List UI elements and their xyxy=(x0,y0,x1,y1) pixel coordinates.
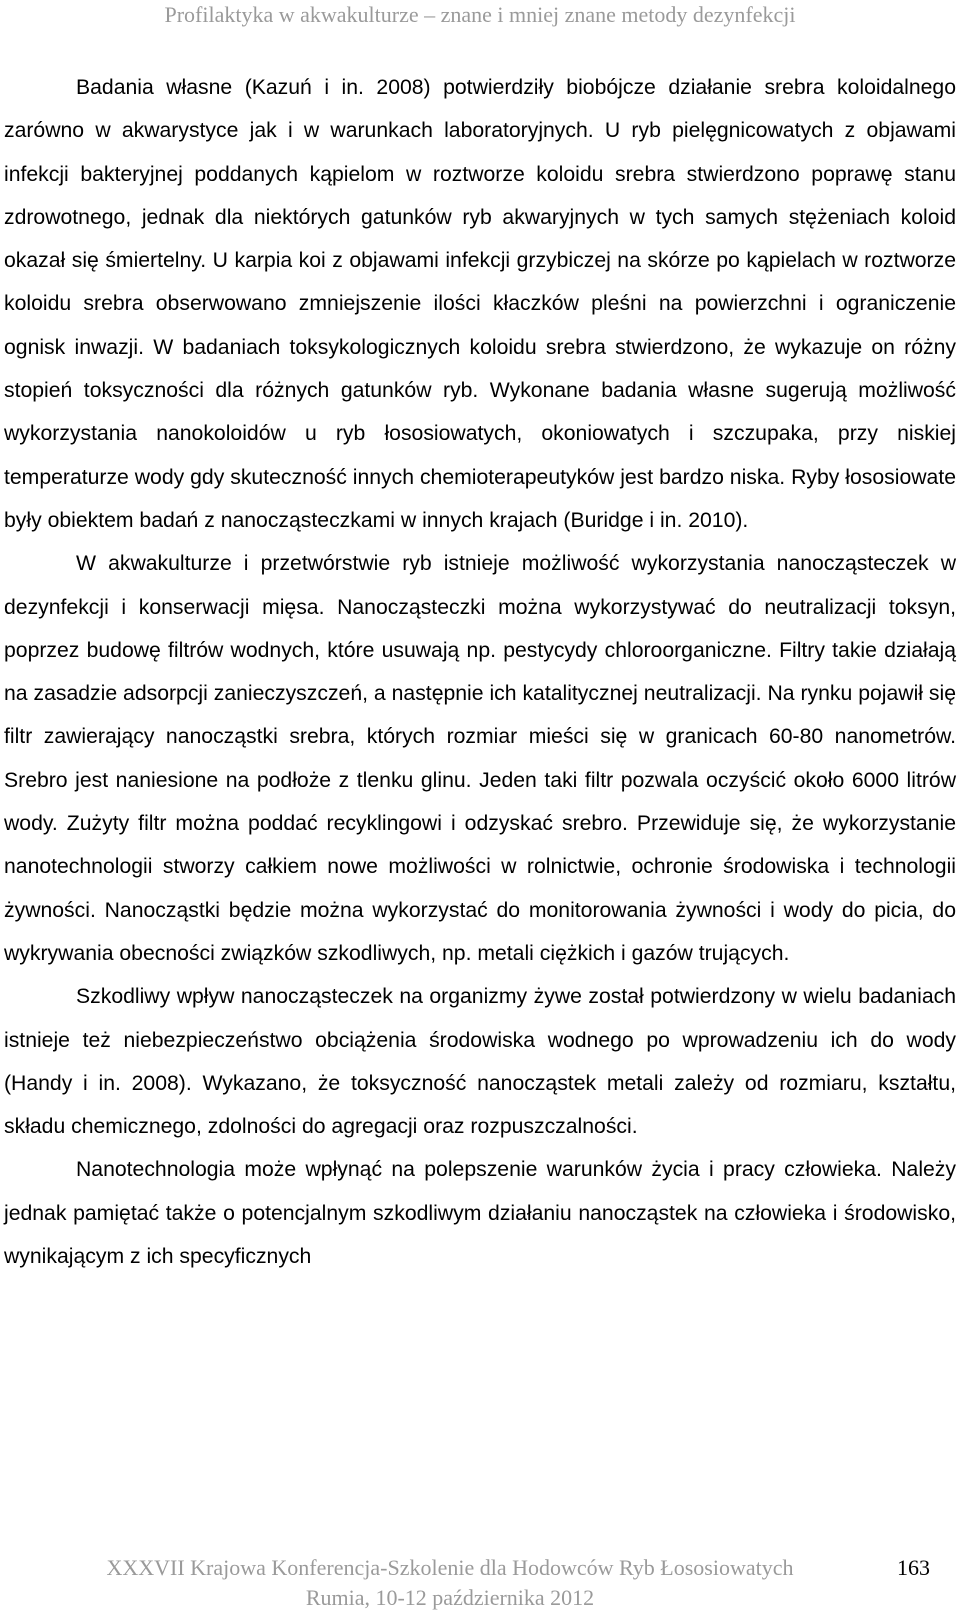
page-number: 163 xyxy=(897,1555,930,1580)
running-header: Profilaktyka w akwakulturze – znane i mniej znane metody dezynfekcji xyxy=(164,2,796,27)
paragraph-3: Szkodliwy wpływ nanocząsteczek na organizmy żywe został potwierdzony w wielu badaniach istnieje też niebezpieczeństwo obciążenia środowiska wodnego po wprowadzeniu ich do wody (Handy i in. 2008). Wykazano, że toksyczność nanocząstek metali zależy od rozmiaru, kształtu, składu chemicznego, zdolności do agregacji oraz rozpuszczalności. xyxy=(4,985,956,1139)
footer-place-date: Rumia, 10-12 października 2012 xyxy=(305,1585,595,1610)
paragraph-2: W akwakulturze i przetwórstwie ryb istnieje możliwość wykorzystania nanocząsteczek w dezynfekcji i konserwacji mięsa. Nanocząsteczki można wykorzystywać do neutralizacji toksyn, poprzez budowę filtrów wodnych, które usuwają np. pestycydy chloroorganiczne. Filtry takie działają na zasadzie adsorpcji zanieczyszczeń, a następnie ich katalitycznej neutralizacji. Na rynku pojawił się filtr zawierający nanocząstki srebra, których rozmiar mieści się w granicach 60-80 nanometrów. Srebro jest naniesione na podłoże z tlenku glinu. Jeden taki filtr pozwala oczyścić około 6000 litrów wody. Zużyty filtr można poddać recyklingowi i odzyskać srebro. Przewiduje się, że wykorzystanie nanotechnologii stworzy całkiem nowe możliwości w rolnictwie, ochronie środowiska i technologii żywności. Nanocząstki będzie można wykorzystać do monitorowania żywności i wody do picia, do wykrywania obecności związków szkodliwych, np. metali ciężkich i gazów trujących. xyxy=(4,552,956,965)
body-text xyxy=(4,66,956,1278)
paragraph-4: Nanotechnologia może wpłynąć na polepszenie warunków życia i pracy człowieka. Należy jednak pamiętać także o potencjalnym szkodliwym działaniu nanocząstek na człowieka i środowisko, wynikającym z ich specyficznych xyxy=(4,1158,956,1269)
paragraph-1: Badania własne (Kazuń i in. 2008) potwierdziły biobójcze działanie srebra koloidalnego zarówno w akwarystyce jak i w warunkach laboratoryjnych. U ryb pielęgnicowatych z objawami infekcji bakteryjnej poddanych kąpielom w roztworze koloidu srebra stwierdzono poprawę stanu zdrowotnego, jednak dla niektórych gatunków ryb akwaryjnych w tych samych stężeniach koloid okazał się śmiertelny. U karpia koi z objawami infekcji grzybiczej na skórze po kąpielach w roztworze koloidu srebra obserwowano zmniejszenie ilości kłaczków pleśni na powierzchni i ograniczenie ognisk inwazji. W badaniach toksykologicznych koloidu srebra stwierdzono, że wykazuje on różny stopień toksyczności dla różnych gatunków ryb. Wykonane badania własne sugerują możliwość wykorzystania nanokoloidów u ryb łososiowatych, okoniowatych i szczupaka, przy niskiej temperaturze wody gdy skuteczność innych chemioterapeutyków jest bardzo niska. Ryby łososiowate były obiektem badań z nanocząsteczkami w innych krajach (Buridge i in. 2010). xyxy=(4,76,956,532)
page-footer xyxy=(0,1553,960,1617)
footer-conference-title: XXXVII Krajowa Konferencja-Szkolenie dla Hodowców Ryb Łososiowatych xyxy=(106,1555,794,1580)
